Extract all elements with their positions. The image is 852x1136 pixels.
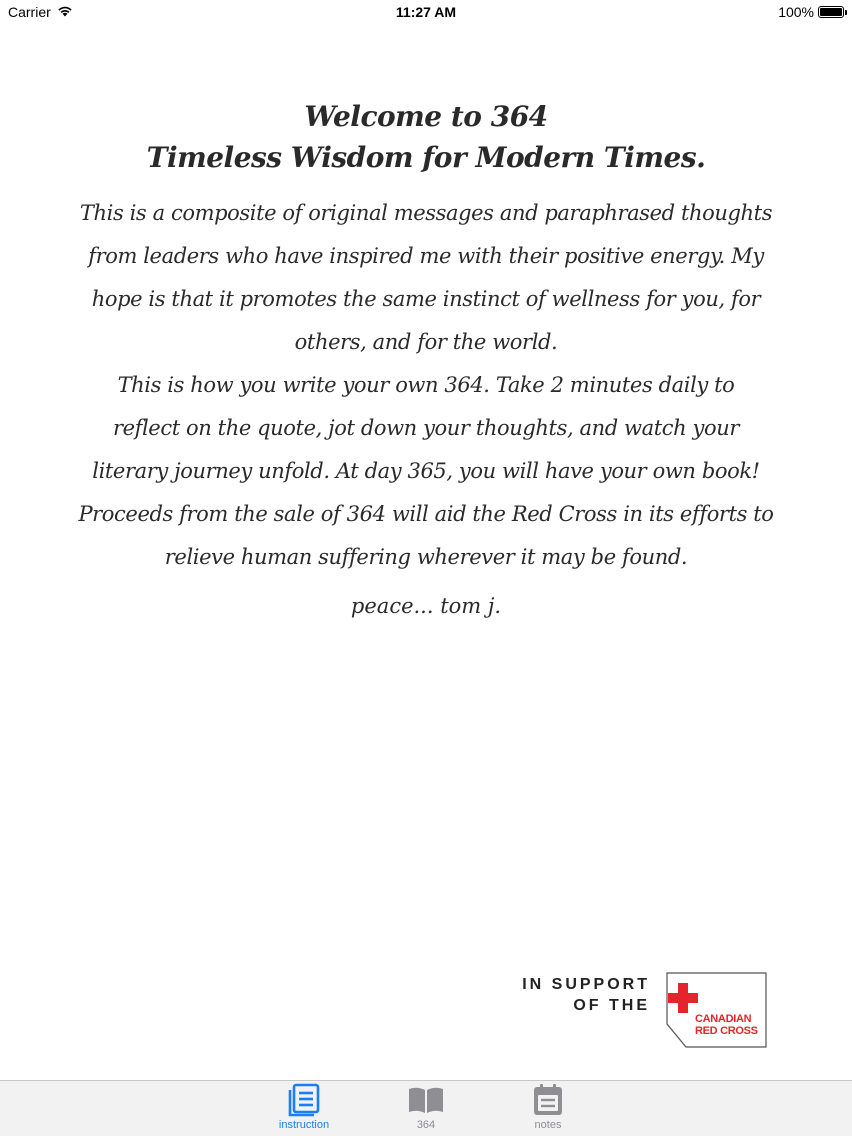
tab-notes-label: notes <box>534 1119 562 1131</box>
red-cross-logo <box>518 970 768 1050</box>
carrier-label: Carrier <box>8 4 51 20</box>
logo-org-line-2: RED CROSS <box>695 1025 758 1037</box>
tab-364[interactable] <box>394 1081 458 1136</box>
body-line: relieve human suffering wherever it may be found. <box>164 545 688 569</box>
body-line: others, and for the world. <box>294 330 558 354</box>
body-text <box>60 192 792 579</box>
tab-364-label: 364 <box>416 1119 436 1131</box>
body-line: from leaders who have inspired me with their positive energy. My <box>88 244 764 268</box>
body-line: reflect on the quote, jot down your thoughts, and watch your <box>112 416 740 440</box>
wifi-icon <box>57 4 73 20</box>
body-line: This is how you write your own 364. Take 2 minutes daily to <box>117 373 735 397</box>
status-right <box>644 4 844 20</box>
status-time: 11:27 AM <box>395 4 457 20</box>
logo-support-text <box>522 974 650 1016</box>
document-list-icon <box>287 1083 321 1117</box>
logo-support-line-1: IN SUPPORT <box>522 976 650 993</box>
status-bar <box>0 0 852 24</box>
page-title <box>60 96 792 178</box>
body-line: literary journey unfold. At day 365, you will have your own book! <box>92 459 760 483</box>
body-line: This is a composite of original messages and paraphrased thoughts <box>79 201 773 225</box>
tab-bar <box>0 1080 852 1136</box>
calendar-note-icon <box>531 1083 565 1117</box>
title-line-1: Welcome to 364 <box>304 100 548 133</box>
signature: peace... tom j. <box>350 594 502 618</box>
battery-icon <box>818 6 844 18</box>
body-line: hope is that it promotes the same instinct of wellness for you, for <box>91 287 761 311</box>
title-line-2: Timeless Wisdom for Modern Times. <box>146 141 706 174</box>
instruction-content <box>60 96 792 621</box>
logo-org-name <box>695 1013 758 1037</box>
status-left <box>8 4 208 20</box>
open-book-icon <box>407 1083 445 1117</box>
logo-org-line-1: CANADIAN <box>695 1013 752 1025</box>
logo-support-line-2: OF THE <box>573 997 650 1014</box>
tab-notes[interactable] <box>516 1081 580 1136</box>
tab-instruction-label: instruction <box>278 1119 330 1131</box>
tab-instruction[interactable] <box>272 1081 336 1136</box>
body-line: Proceeds from the sale of 364 will aid the Red Cross in its efforts to <box>78 502 774 526</box>
battery-percent: 100% <box>778 4 814 20</box>
